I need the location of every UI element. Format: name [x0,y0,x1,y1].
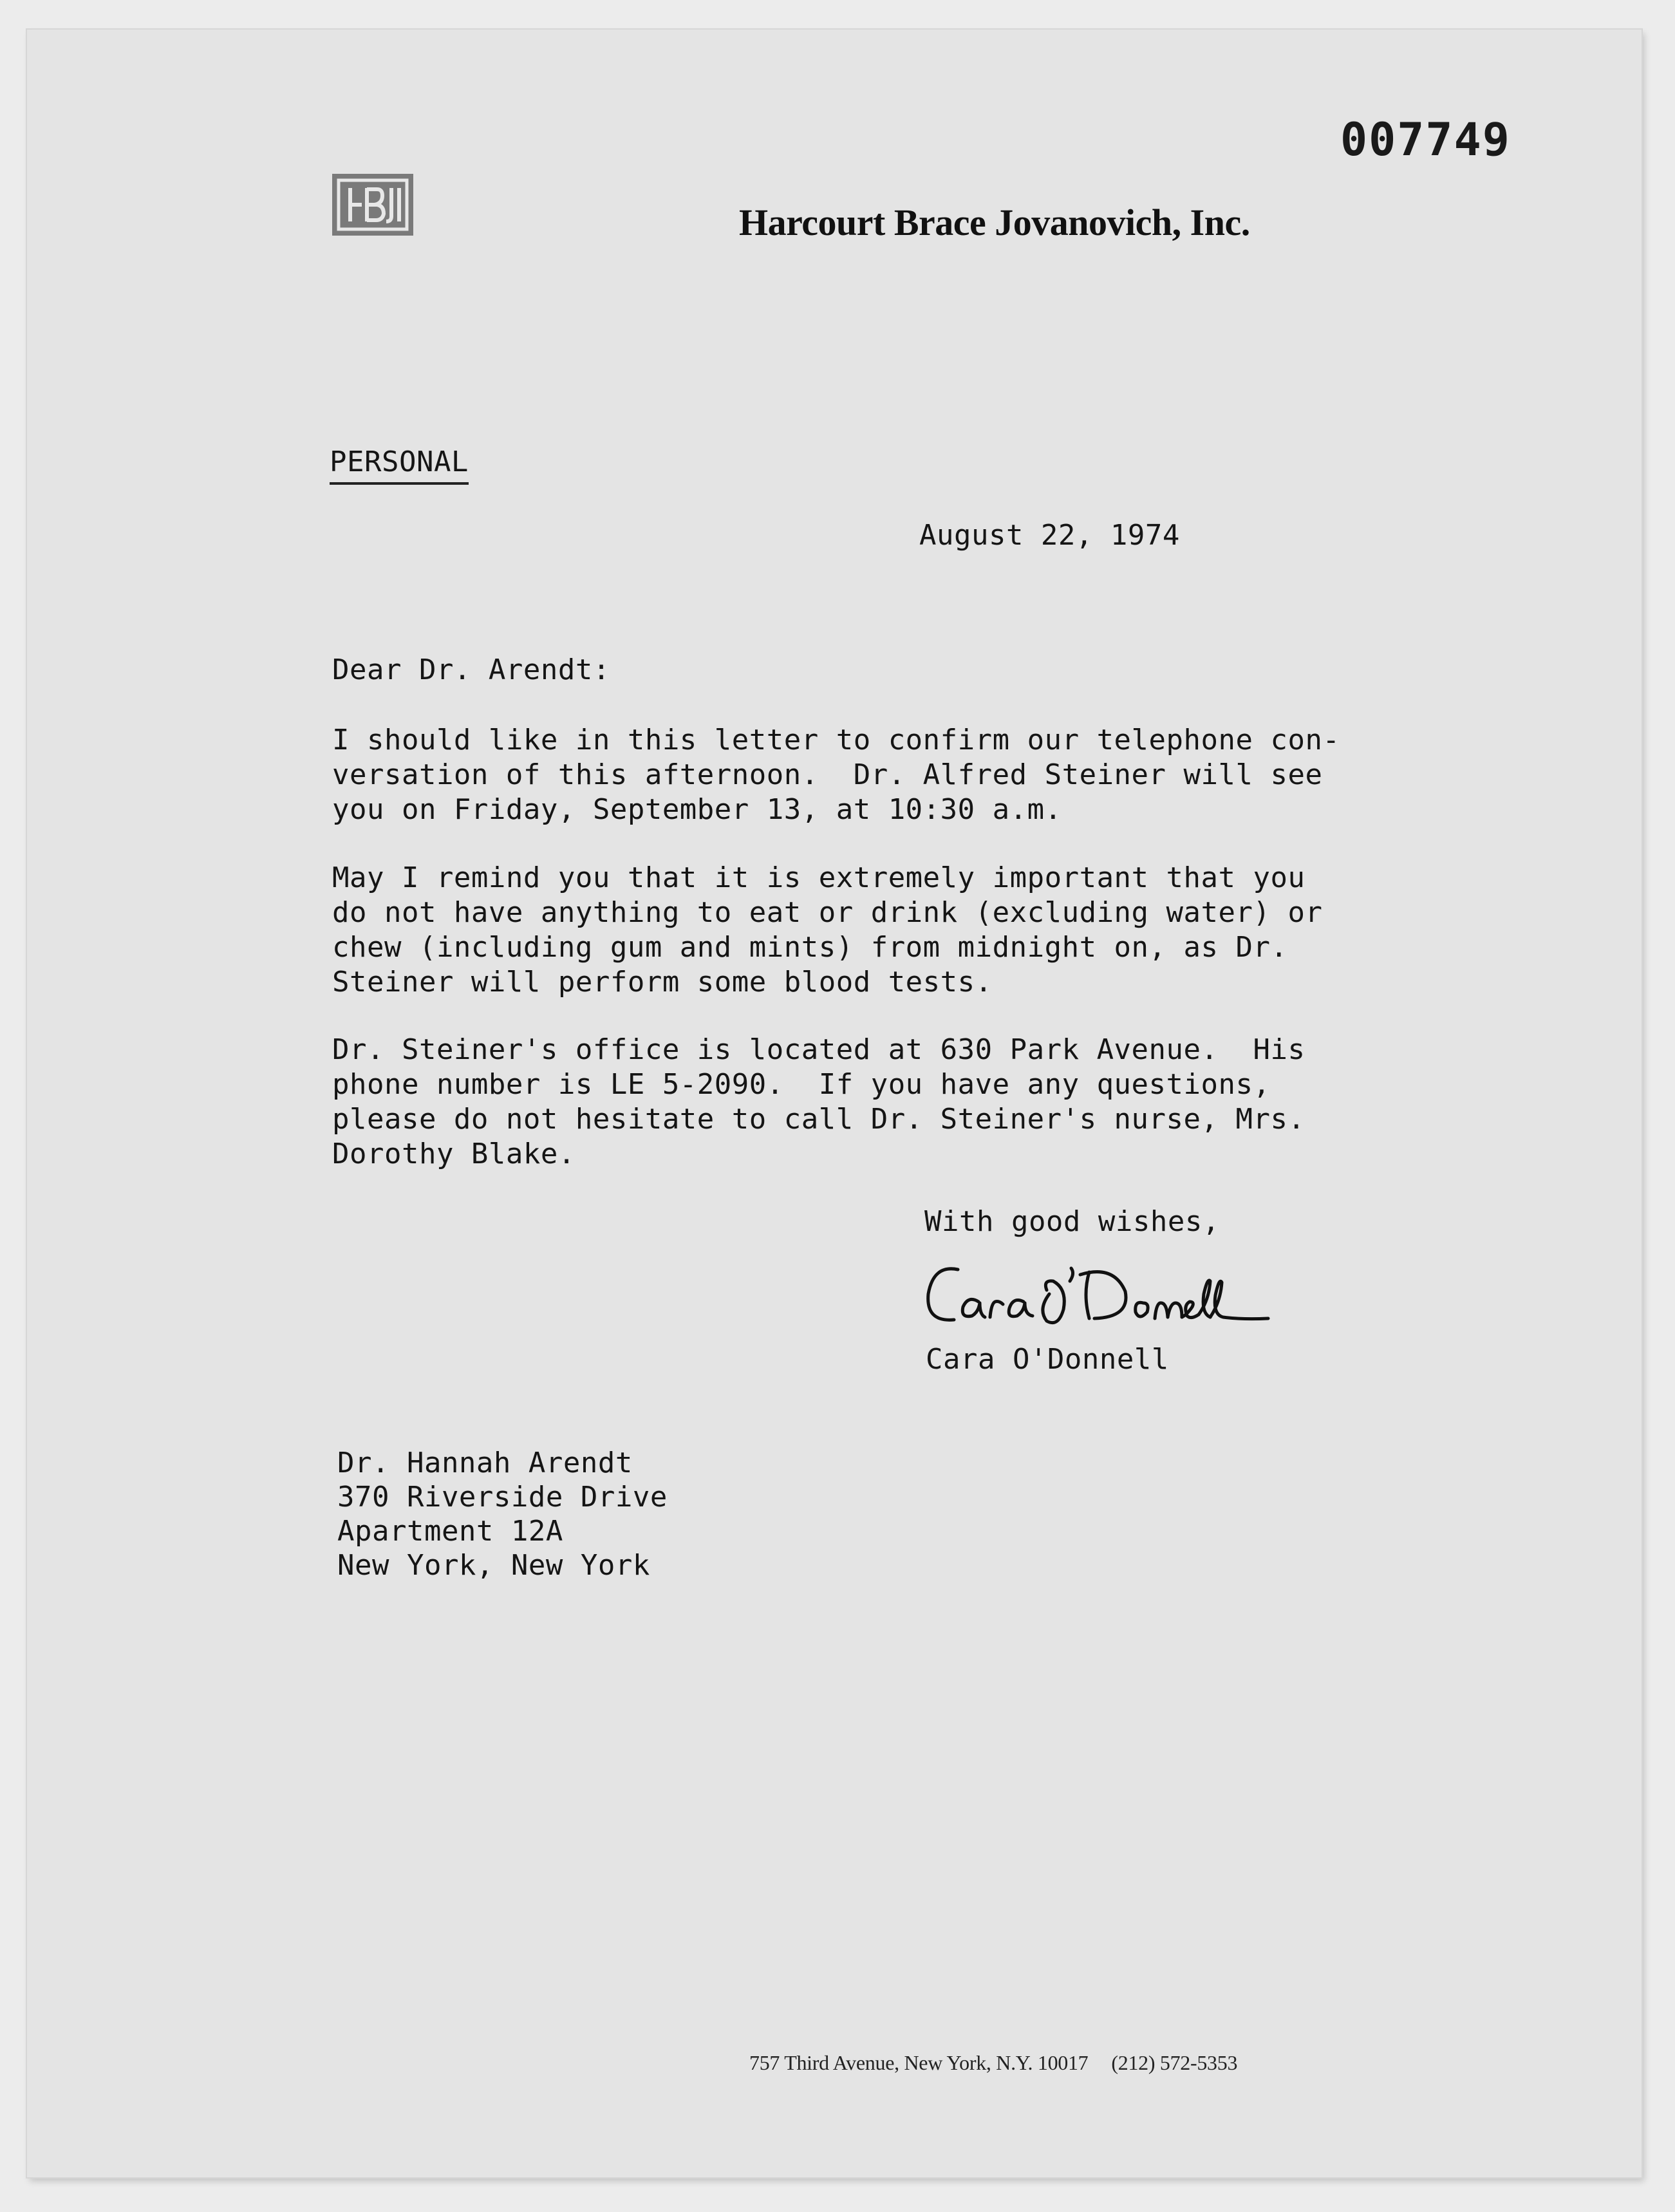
hbj-logo [332,174,413,236]
closing: With good wishes, [924,1205,1220,1238]
letter-date: August 22, 1974 [919,519,1180,552]
body-paragraph: May I remind you that it is extremely important that you do not have anything to eat or drink (excluding water) or chew (including gum and mints) from midnight on, as Dr. Steiner will perform some blood tests. [332,861,1323,998]
recipient-address: Dr. Hannah Arendt 370 Riverside Drive Apartment 12A New York, New York [337,1447,668,1582]
body-paragraph: I should like in this letter to confirm our telephone con- versation of this afternoon. Dr. Alfred Steiner will see you on Friday, September 13, at 10:30 a.m. [332,724,1340,826]
salutation: Dear Dr. Arendt: [332,653,610,686]
letterhead-footer [749,2051,1237,2075]
personal-marking: PERSONAL [330,445,469,485]
signer-name: Cara O'Donnell [926,1343,1169,1376]
footer-phone: (212) 572-5353 [1111,2051,1238,2074]
footer-address: 757 Third Avenue, New York, N.Y. 10017 [749,2051,1089,2074]
company-name: Harcourt Brace Jovanovich, Inc. [739,202,1250,243]
body-paragraph: Dr. Steiner's office is located at 630 Park Avenue. His phone number is LE 5-2090. If you have any questions, please do not hesitate to call Dr. Steiner's nurse, Mrs. Dorothy Blake. [332,1033,1305,1170]
document-number: 007749 [1340,113,1511,166]
handwritten-signature [921,1255,1281,1345]
